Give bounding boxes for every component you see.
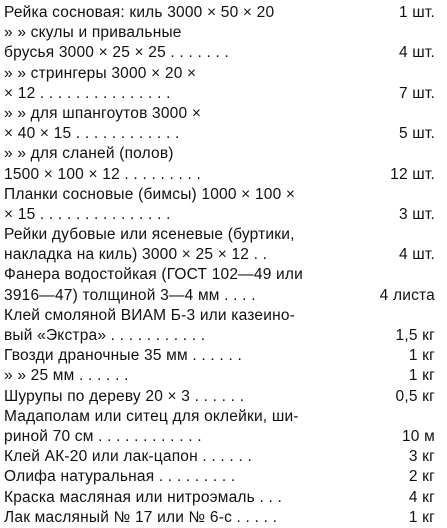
material-item [0, 467, 447, 487]
material-description: Олифа натуральная . . . . . . . . . [4, 468, 236, 486]
material-line [0, 346, 447, 366]
material-description: риной 70 см . . . . . . . . . . . . [4, 427, 202, 445]
material-line [0, 488, 447, 508]
material-description: » » для шпангоутов 3000 × [4, 104, 202, 122]
material-quantity: 3 кг [408, 448, 435, 466]
material-item [0, 185, 447, 225]
material-description: вый «Экстра» . . . . . . . . . . . [4, 327, 206, 344]
material-line [0, 104, 447, 124]
material-quantity: 1 кг [408, 508, 435, 526]
material-line [0, 427, 447, 447]
material-item [0, 366, 447, 386]
material-item [0, 346, 447, 366]
material-description: » » 25 мм . . . . . . [4, 367, 129, 385]
material-description: Планки сосновые (бимсы) 1000 × 100 × [4, 185, 296, 203]
material-line [0, 286, 447, 306]
material-description: брусья 3000 × 25 × 25 . . . . . . . [4, 44, 230, 62]
material-quantity: 4 шт. [398, 246, 435, 264]
material-quantity: 7 шт. [398, 84, 435, 102]
material-item [0, 23, 447, 63]
material-item [0, 225, 447, 265]
material-line [0, 3, 447, 23]
material-line [0, 144, 447, 164]
material-description: Фанера водостойкая (ГОСТ 102—49 или [4, 266, 303, 284]
material-quantity: 1,5 кг [395, 327, 435, 344]
material-line [0, 84, 447, 104]
material-description: Клей АК-20 или лак-цапон . . . . . . [4, 448, 252, 466]
material-item [0, 3, 447, 23]
material-description: Шурупы по дереву 20 × 3 . . . . . . [4, 387, 245, 405]
material-item [0, 447, 447, 467]
material-line [0, 306, 447, 326]
material-line [0, 265, 447, 285]
material-quantity: 12 шт. [390, 165, 435, 183]
material-description: × 15 . . . . . . . . . . . . . . . [4, 205, 171, 223]
material-quantity: 1 кг [408, 347, 435, 365]
material-item [0, 407, 447, 447]
material-description: × 12 . . . . . . . . . . . . . . . [4, 84, 171, 102]
material-description: » » для сланей (полов) [4, 145, 174, 163]
material-quantity: 5 шт. [398, 125, 435, 143]
material-line [0, 245, 447, 265]
material-line [0, 326, 447, 346]
material-item [0, 387, 447, 407]
material-quantity: 4 листа [379, 286, 435, 304]
material-item [0, 104, 447, 144]
material-line [0, 467, 447, 487]
material-item [0, 306, 447, 346]
material-description: Гвозди драночные 35 мм . . . . . . [4, 347, 242, 365]
material-quantity: 3 шт. [398, 205, 435, 223]
material-quantity: 1 кг [408, 367, 435, 385]
material-line [0, 387, 447, 407]
material-description: Лак масляный № 17 или № 6-с . . . . . [4, 508, 278, 526]
material-quantity: 10 м [401, 427, 435, 445]
material-line [0, 185, 447, 205]
material-description: Клей смоляной ВИАМ Б-3 или казеино- [4, 306, 296, 324]
material-item [0, 144, 447, 184]
material-description: » » стрингеры 3000 × 20 × [4, 64, 197, 82]
material-description: 1500 × 100 × 12 . . . . . . . . . [4, 165, 202, 183]
material-quantity: 4 шт. [398, 44, 435, 62]
material-quantity: 2 кг [408, 468, 435, 486]
material-description: » » скулы и привальные [4, 24, 182, 42]
material-line [0, 225, 447, 245]
material-quantity: 4 кг [408, 488, 435, 506]
material-description: Краска масляная или нитроэмаль . . . [4, 488, 282, 506]
material-item [0, 508, 447, 528]
material-line [0, 43, 447, 63]
material-description: Рейки дубовые или ясеневые (буртики, [4, 226, 295, 244]
material-line [0, 23, 447, 43]
material-item [0, 265, 447, 305]
material-line [0, 64, 447, 84]
material-line [0, 407, 447, 427]
material-description: × 40 × 15 . . . . . . . . . . . . [4, 125, 180, 143]
material-line [0, 165, 447, 185]
material-line [0, 508, 447, 528]
material-description: 3916—47) толщиной 3—4 мм . . . . [4, 286, 256, 304]
material-item [0, 64, 447, 104]
material-line [0, 124, 447, 144]
material-description: накладка на киль) 3000 × 25 × 12 . . [4, 246, 268, 264]
material-line [0, 366, 447, 386]
material-quantity: 0,5 кг [395, 387, 435, 405]
material-line [0, 447, 447, 467]
material-description: Рейка сосновая: киль 3000 × 50 × 20 [4, 4, 275, 21]
material-description: Мадаполам или ситец для оклейки, ши- [4, 407, 299, 425]
material-item [0, 488, 447, 508]
material-quantity: 1 шт. [398, 4, 435, 21]
material-line [0, 205, 447, 225]
